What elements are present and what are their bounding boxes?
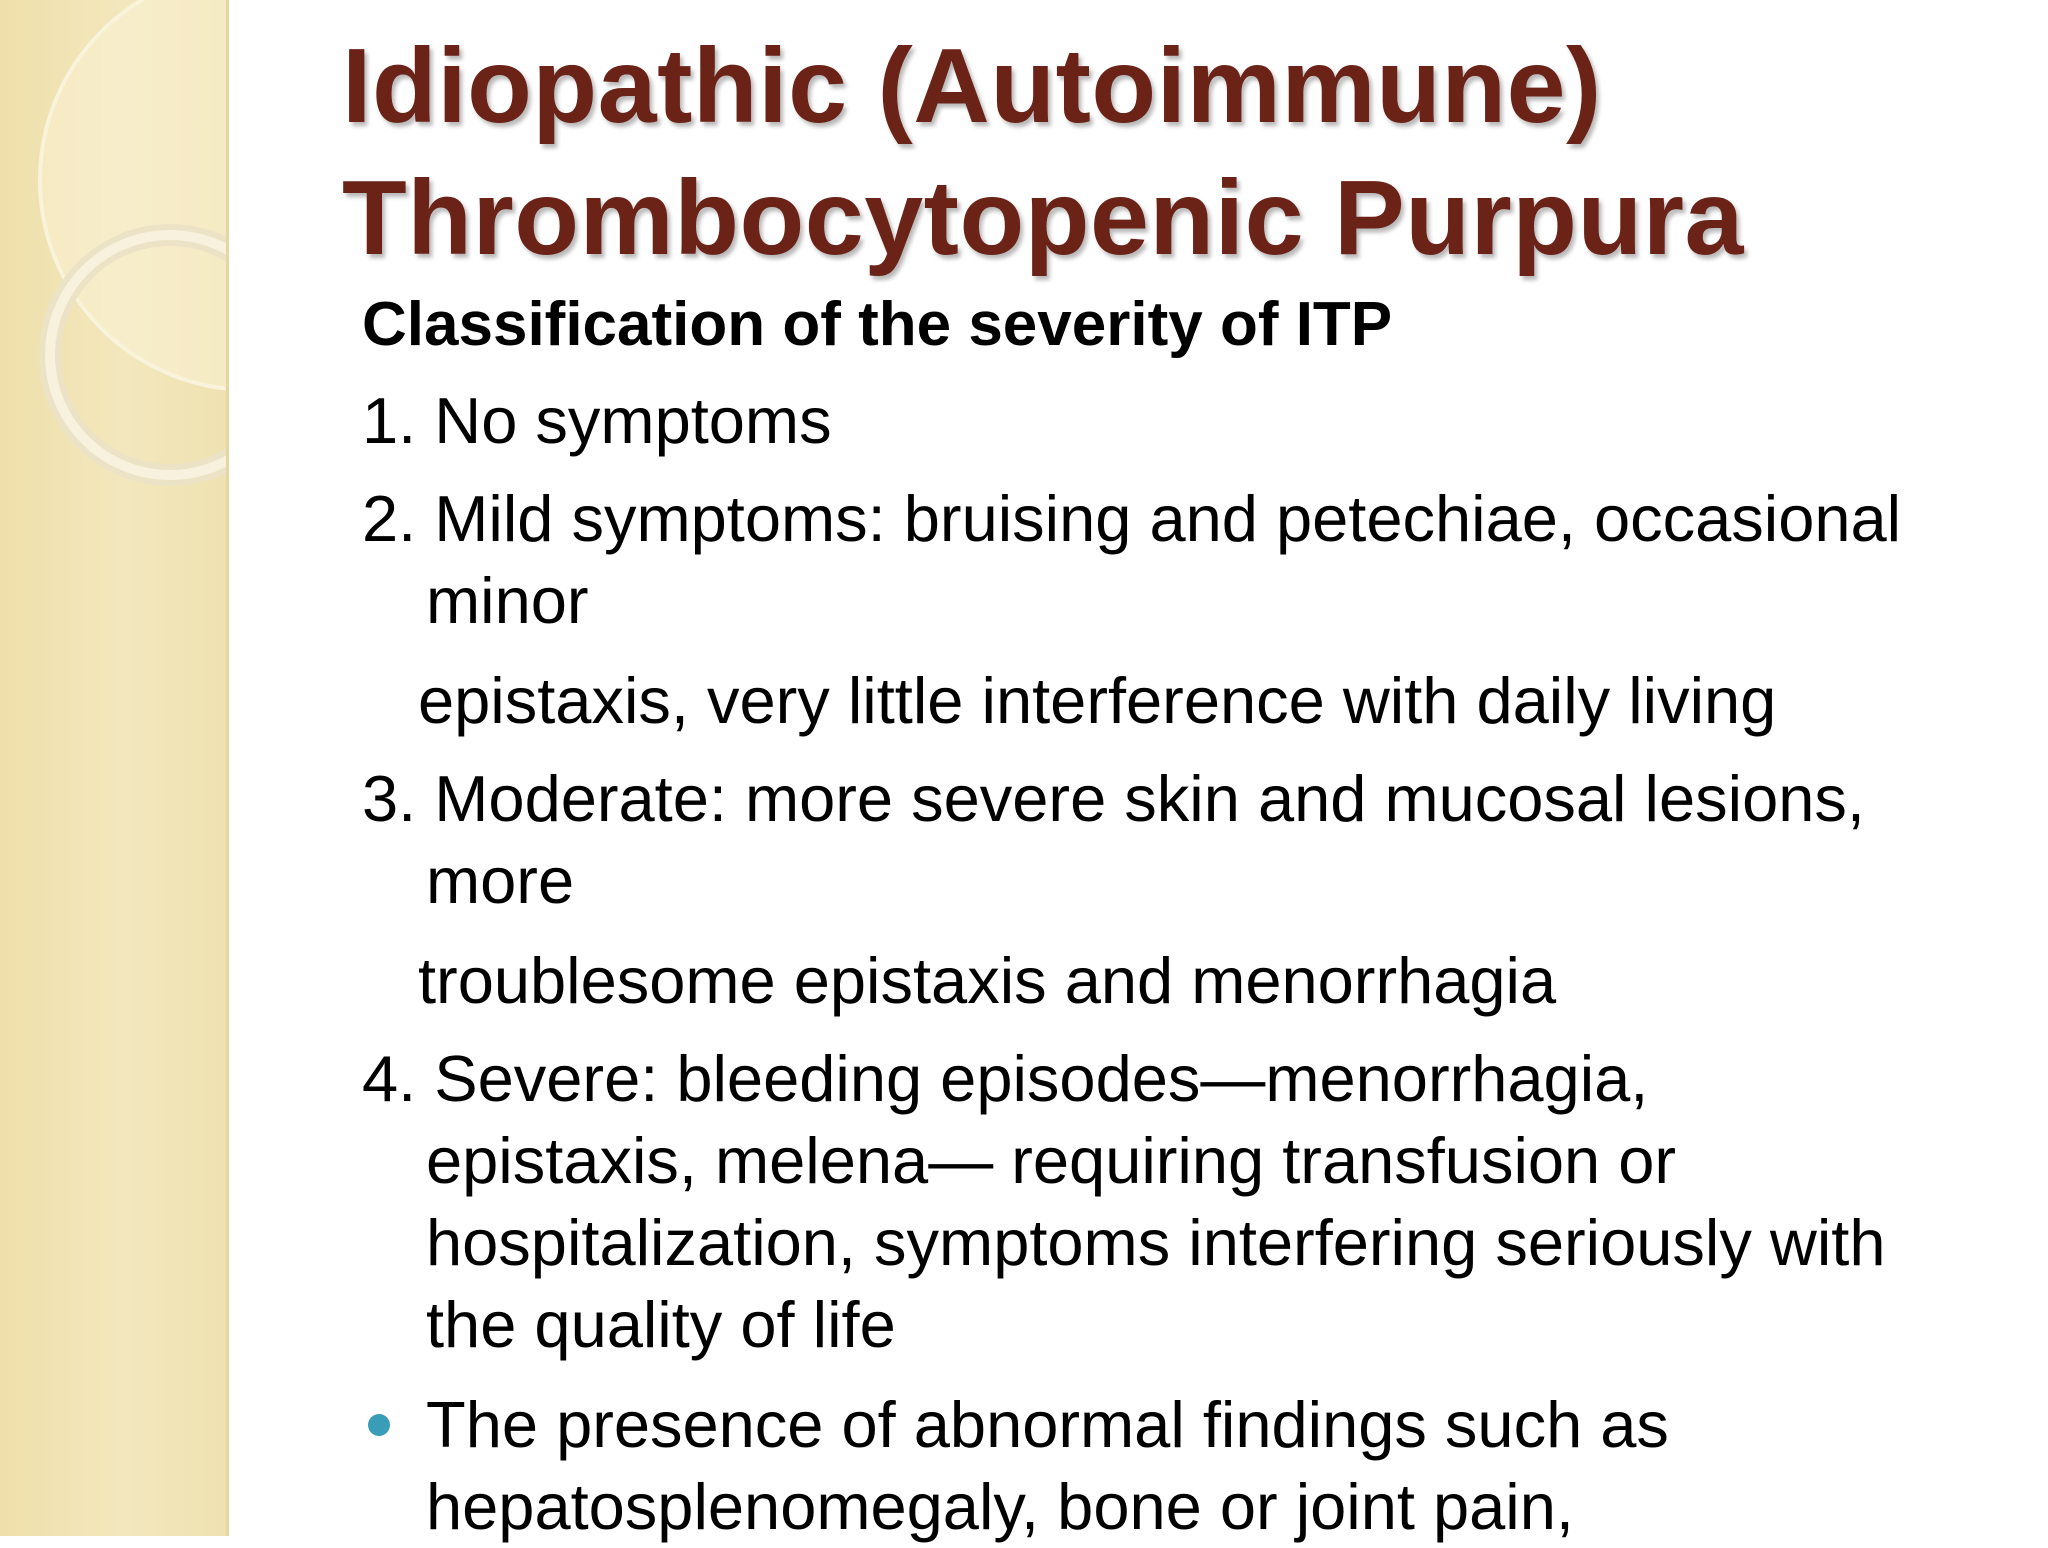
title-line-1: Idiopathic (Autoimmune) [342, 27, 1602, 145]
list-item-2-line-3: epistaxis, very little interference with daily living [418, 664, 1777, 737]
list-item-2-line-1: 2. Mild symptoms: bruising and petechiae, occasional [362, 482, 1902, 555]
slide-title [342, 20, 1744, 284]
decorative-side-panel [0, 0, 226, 1536]
title-line-2: Thrombocytopenic Purpura [342, 159, 1744, 277]
list-item-4-line-1: 4. Severe: bleeding episodes—menorrhagia, [362, 1042, 1649, 1115]
bullet-dot-icon [368, 1414, 390, 1436]
slide-subtitle: Classification of the severity of ITP [362, 290, 1393, 359]
list-item-2-line-2: minor [426, 564, 589, 637]
bullet-item-line-2: hepatosplenomegaly, bone or joint pain, [426, 1470, 1574, 1543]
list-item-4-line-4: the quality of life [426, 1288, 896, 1361]
list-item-3-line-2: more [426, 844, 575, 917]
list-item-1: 1. No symptoms [362, 384, 832, 457]
decorative-circles [0, 0, 226, 520]
list-item-4-line-3: hospitalization, symptoms interfering seriously with [426, 1206, 1886, 1279]
list-item-4-line-2: epistaxis, melena— requiring transfusion or [426, 1124, 1677, 1197]
list-item-3-line-3: troublesome epistaxis and menorrhagia [418, 944, 1557, 1017]
panel-divider [226, 0, 229, 1536]
list-item-3-line-1: 3. Moderate: more severe skin and mucosal lesions, [362, 762, 1865, 835]
bullet-item-line-1: The presence of abnormal findings such as [426, 1388, 1669, 1461]
